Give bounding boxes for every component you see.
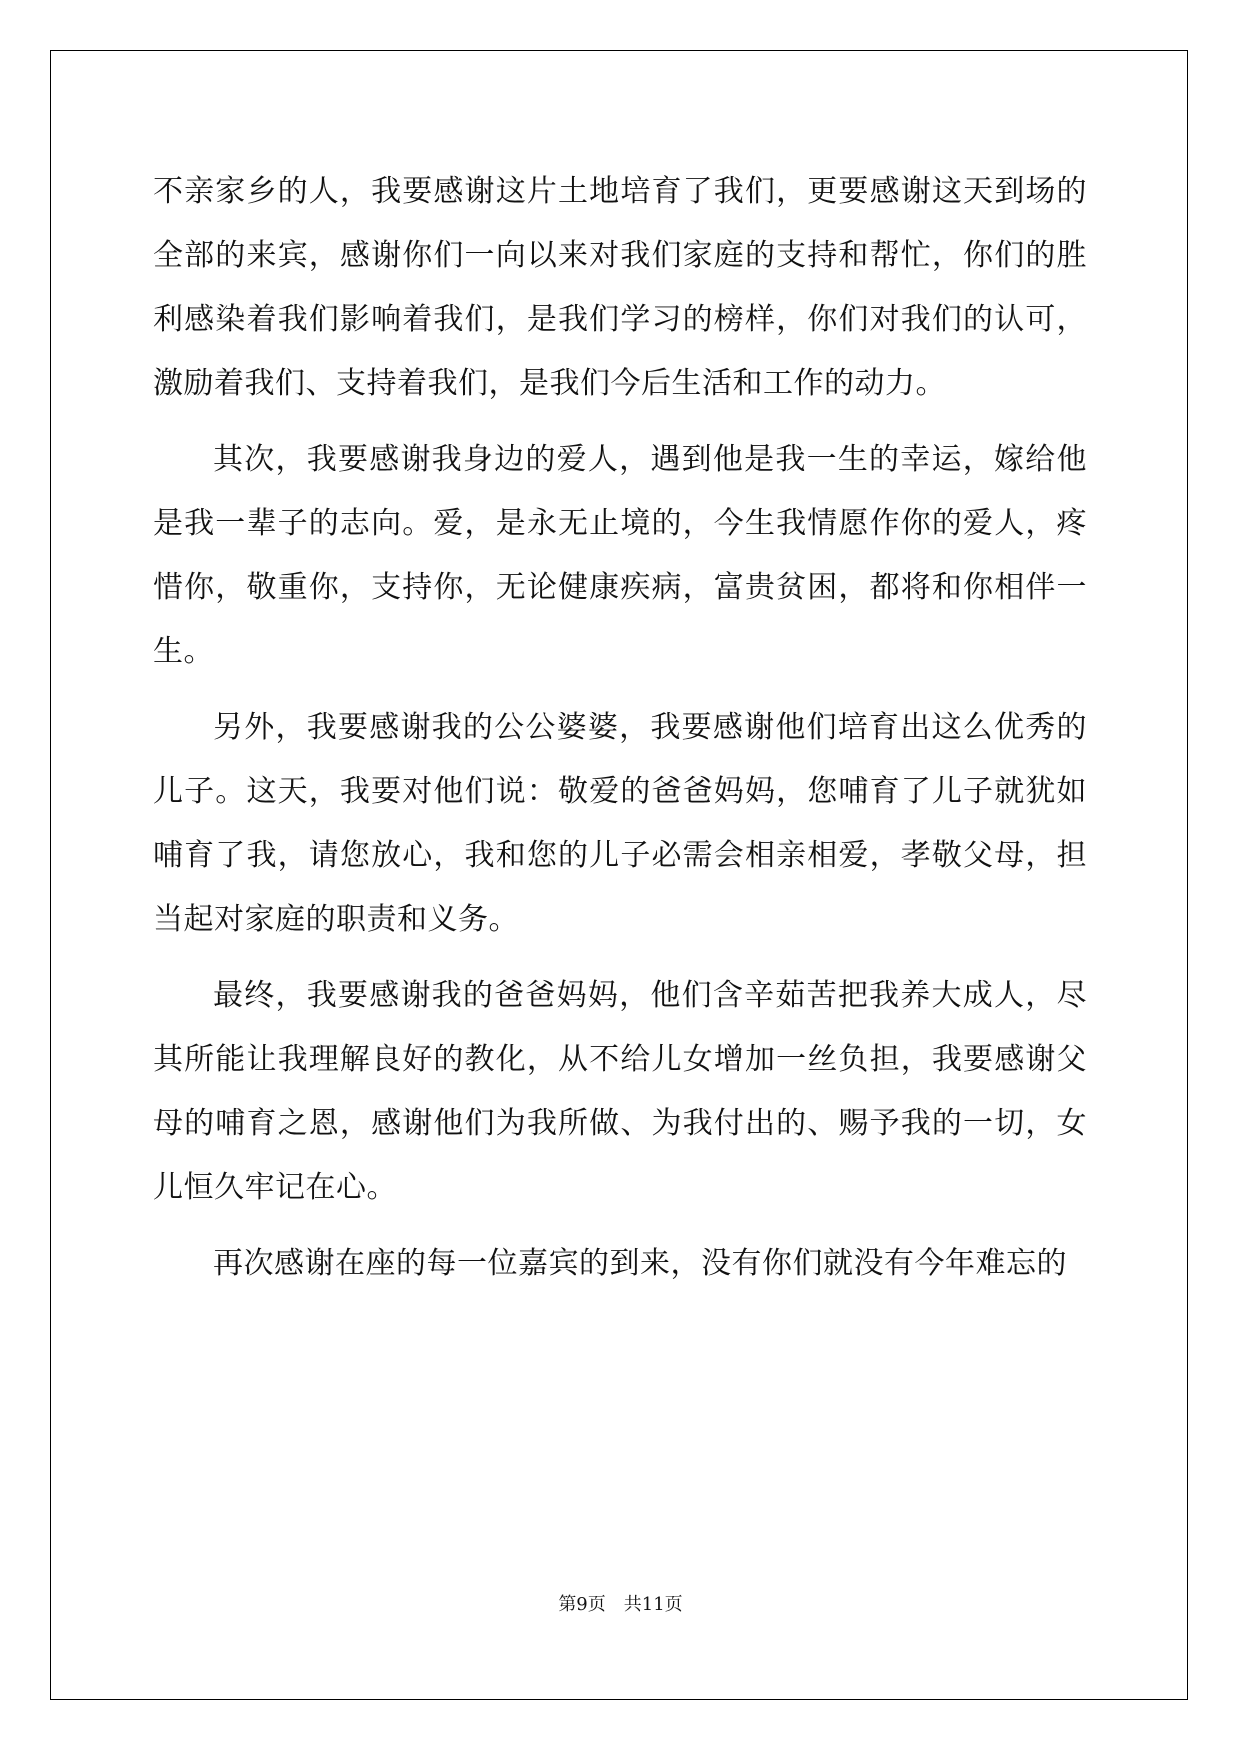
page-number-footer: 第9页 共11页 (558, 1594, 683, 1615)
paragraph-3: 另外，我要感谢我的公公婆婆，我要感谢他们培育出这么优秀的儿子。这天，我要对他们说：敬爱的爸爸妈妈，您哺育了儿子就犹如哺育了我，请您放心，我和您的儿子必需会相亲相爱，孝敬父母，担当起对家庭的职责和义务。 (153, 710, 1087, 937)
document-body (153, 160, 1087, 1308)
paragraph-5: 再次感谢在座的每一位嘉宾的到来，没有你们就没有今年难忘的 (213, 1246, 1067, 1281)
paragraph-4: 最终，我要感谢我的爸爸妈妈，他们含辛茹苦把我养大成人，尽其所能让我理解良好的教化，从不给儿女增加一丝负担，我要感谢父母的哺育之恩，感谢他们为我所做、为我付出的、赐予我的一切，女儿恒久牢记在心。 (153, 978, 1087, 1205)
paragraph-1: 不亲家乡的人，我要感谢这片土地培育了我们，更要感谢这天到场的全部的来宾，感谢你们一向以来对我们家庭的支持和帮忙，你们的胜利感染着我们影响着我们，是我们学习的榜样，你们对我们的认可，激励着我们、支持着我们，是我们今后生活和工作的动力。 (153, 174, 1087, 401)
paragraph-2: 其次，我要感谢我身边的爱人，遇到他是我一生的幸运，嫁给他是我一辈子的志向。爱，是永无止境的，今生我情愿作你的爱人，疼惜你，敬重你，支持你，无论健康疾病，富贵贫困，都将和你相伴一生。 (153, 442, 1087, 669)
